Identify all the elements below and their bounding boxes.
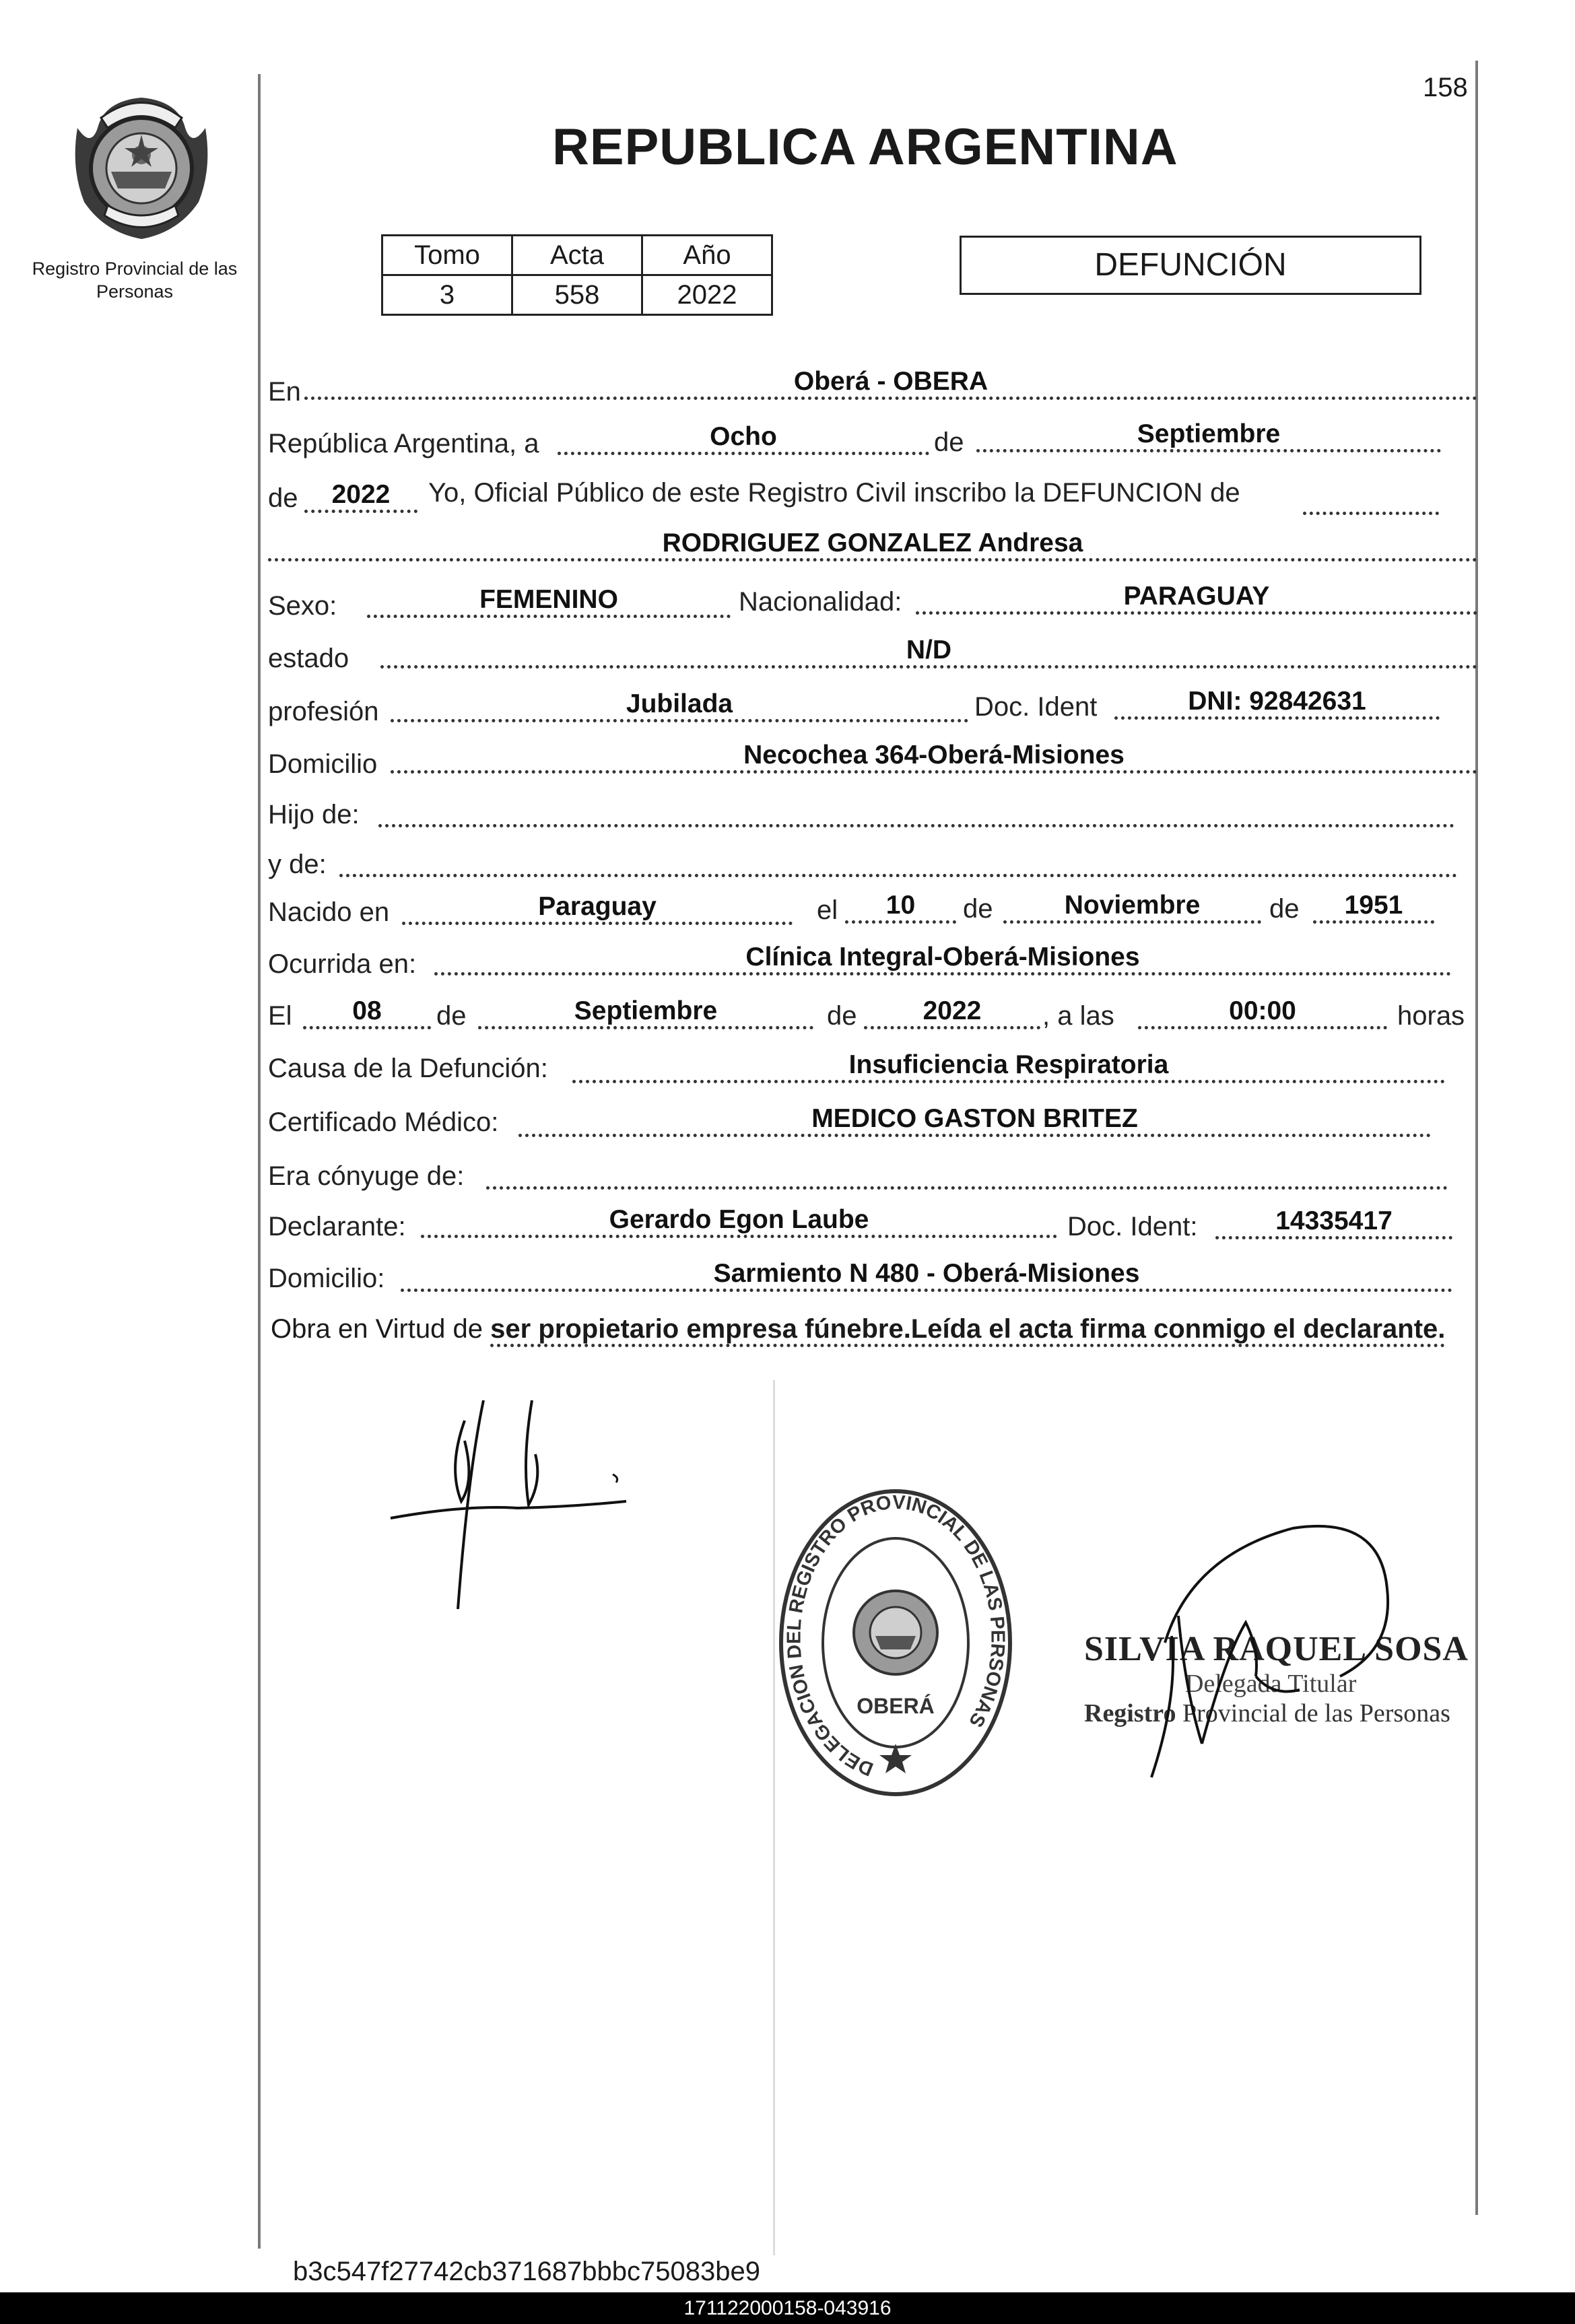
label-de: de (934, 428, 964, 457)
label-ocurrida-en: Ocurrida en: (268, 949, 417, 979)
death-month-field: Septiembre (478, 996, 813, 1029)
nationality-field: PARAGUAY (916, 582, 1477, 615)
deceased-name-field: RODRIGUEZ GONZALEZ Andresa (268, 528, 1477, 561)
provincial-seal-logo (64, 88, 219, 242)
father-field (378, 794, 1454, 827)
doc-id-field: DNI: 92842631 (1114, 687, 1440, 720)
label-doc-ident-2: Doc. Ident: (1067, 1212, 1198, 1241)
label-de-death-year: de (827, 1001, 857, 1031)
stamp-bottom-text: OBERÁ (857, 1694, 935, 1718)
year-field: 2022 (304, 480, 417, 513)
label-domicilio: Domicilio (268, 749, 378, 779)
label-el-lower: el (817, 895, 838, 925)
page-number: 158 (1423, 73, 1468, 102)
birth-day-field: 10 (845, 891, 956, 924)
official-signature (1138, 1522, 1428, 1818)
official-title: Delegada Titular (1185, 1670, 1357, 1698)
tomo-value: 3 (382, 275, 512, 315)
label-de-birth-year: de (1269, 894, 1300, 924)
document-hash: b3c547f27742cb371687bbbc75083be9 (293, 2257, 761, 2286)
mother-field (339, 844, 1457, 877)
trailing-blank (1303, 482, 1439, 515)
label-doc-ident: Doc. Ident (974, 692, 1098, 722)
label-domicilio-2: Domicilio: (268, 1264, 385, 1293)
tomo-header: Tomo (382, 236, 512, 275)
label-en: En (268, 377, 301, 407)
acta-value: 558 (512, 275, 642, 315)
declarant-field: Gerardo Egon Laube (421, 1205, 1057, 1238)
label-certificado: Certificado Médico: (268, 1107, 499, 1137)
svg-text:DELEGACION DEL REGISTRO PROVIN: DELEGACION DEL REGISTRO PROVINCIAL DE LAS PERSONAS (783, 1491, 1009, 1780)
label-republica: República Argentina, a (268, 429, 539, 458)
place-field: Oberá - OBERA (304, 367, 1477, 400)
address-field: Necochea 364-Oberá-Misiones (391, 741, 1477, 774)
label-declarante: Declarante: (268, 1212, 406, 1241)
ano-value: 2022 (642, 275, 772, 315)
label-sexo: Sexo: (268, 591, 337, 621)
label-causa: Causa de la Defunción: (268, 1054, 548, 1083)
spouse-field (486, 1157, 1448, 1190)
office-bold: Registro (1084, 1699, 1176, 1728)
registry-label: Registro Provincial de las Personas (32, 259, 238, 302)
label-profesion: profesión (268, 697, 379, 726)
label-a-las: , a las (1042, 1001, 1114, 1031)
label-de-death-month: de (436, 1001, 467, 1031)
label-estado: estado (268, 644, 349, 673)
birth-year-field: 1951 (1313, 891, 1434, 924)
official-name: SILVIA RAQUEL SOSA (1084, 1630, 1469, 1668)
death-year-field: 2022 (864, 996, 1040, 1029)
death-place-field: Clínica Integral-Oberá-Misiones (434, 943, 1451, 976)
declarant-capacity-field: ser propietario empresa fúnebre.Leída el acta firma conmigo el declarante. (490, 1314, 1445, 1347)
ano-header: Año (642, 236, 772, 275)
label-nacido-en: Nacido en (268, 897, 390, 927)
page-title: REPUBLICA ARGENTINA (552, 118, 1178, 176)
declarant-address-field: Sarmiento N 480 - Oberá-Misiones (401, 1259, 1452, 1292)
label-conyuge: Era cónyuge de: (268, 1161, 465, 1191)
profession-field: Jubilada (391, 689, 968, 722)
label-horas: horas (1397, 1001, 1465, 1031)
register-table (381, 234, 773, 316)
civil-status-field: N/D (380, 636, 1477, 669)
label-yo: Yo, Oficial Público de este Registro Civil inscribo la DEFUNCION de (428, 478, 1240, 508)
sex-field: FEMENINO (367, 585, 731, 618)
month-field: Septiembre (976, 419, 1441, 452)
death-day-field: 08 (303, 996, 431, 1029)
declarant-doc-field: 14335417 (1215, 1206, 1452, 1239)
label-nacionalidad: Nacionalidad: (739, 587, 902, 617)
certificate-field: MEDICO GASTON BRITEZ (518, 1104, 1431, 1137)
birth-place-field: Paraguay (402, 892, 793, 925)
acta-header: Acta (512, 236, 642, 275)
office-rest: Provincial de las Personas (1182, 1699, 1450, 1728)
label-de-birth-month: de (963, 894, 993, 924)
declarant-signature (384, 1387, 640, 1616)
birth-month-field: Noviembre (1003, 891, 1261, 924)
label-y-de: y de: (268, 850, 327, 879)
day-words-field: Ocho (558, 422, 929, 455)
cause-field: Insuficiencia Respiratoria (572, 1050, 1445, 1083)
label-de-year: de (268, 483, 298, 513)
label-hijo-de: Hijo de: (268, 800, 360, 829)
label-obra: Obra en Virtud de (271, 1314, 483, 1344)
record-type-box: DEFUNCIÓN (960, 236, 1421, 295)
left-margin-line (258, 74, 261, 2249)
death-time-field: 00:00 (1138, 996, 1387, 1029)
obra-paragraph (271, 1309, 1479, 1348)
label-el: El (268, 1001, 292, 1031)
barcode-number-bar: 171122000158-043916 (0, 2292, 1575, 2324)
delegation-stamp (774, 1484, 1017, 1801)
